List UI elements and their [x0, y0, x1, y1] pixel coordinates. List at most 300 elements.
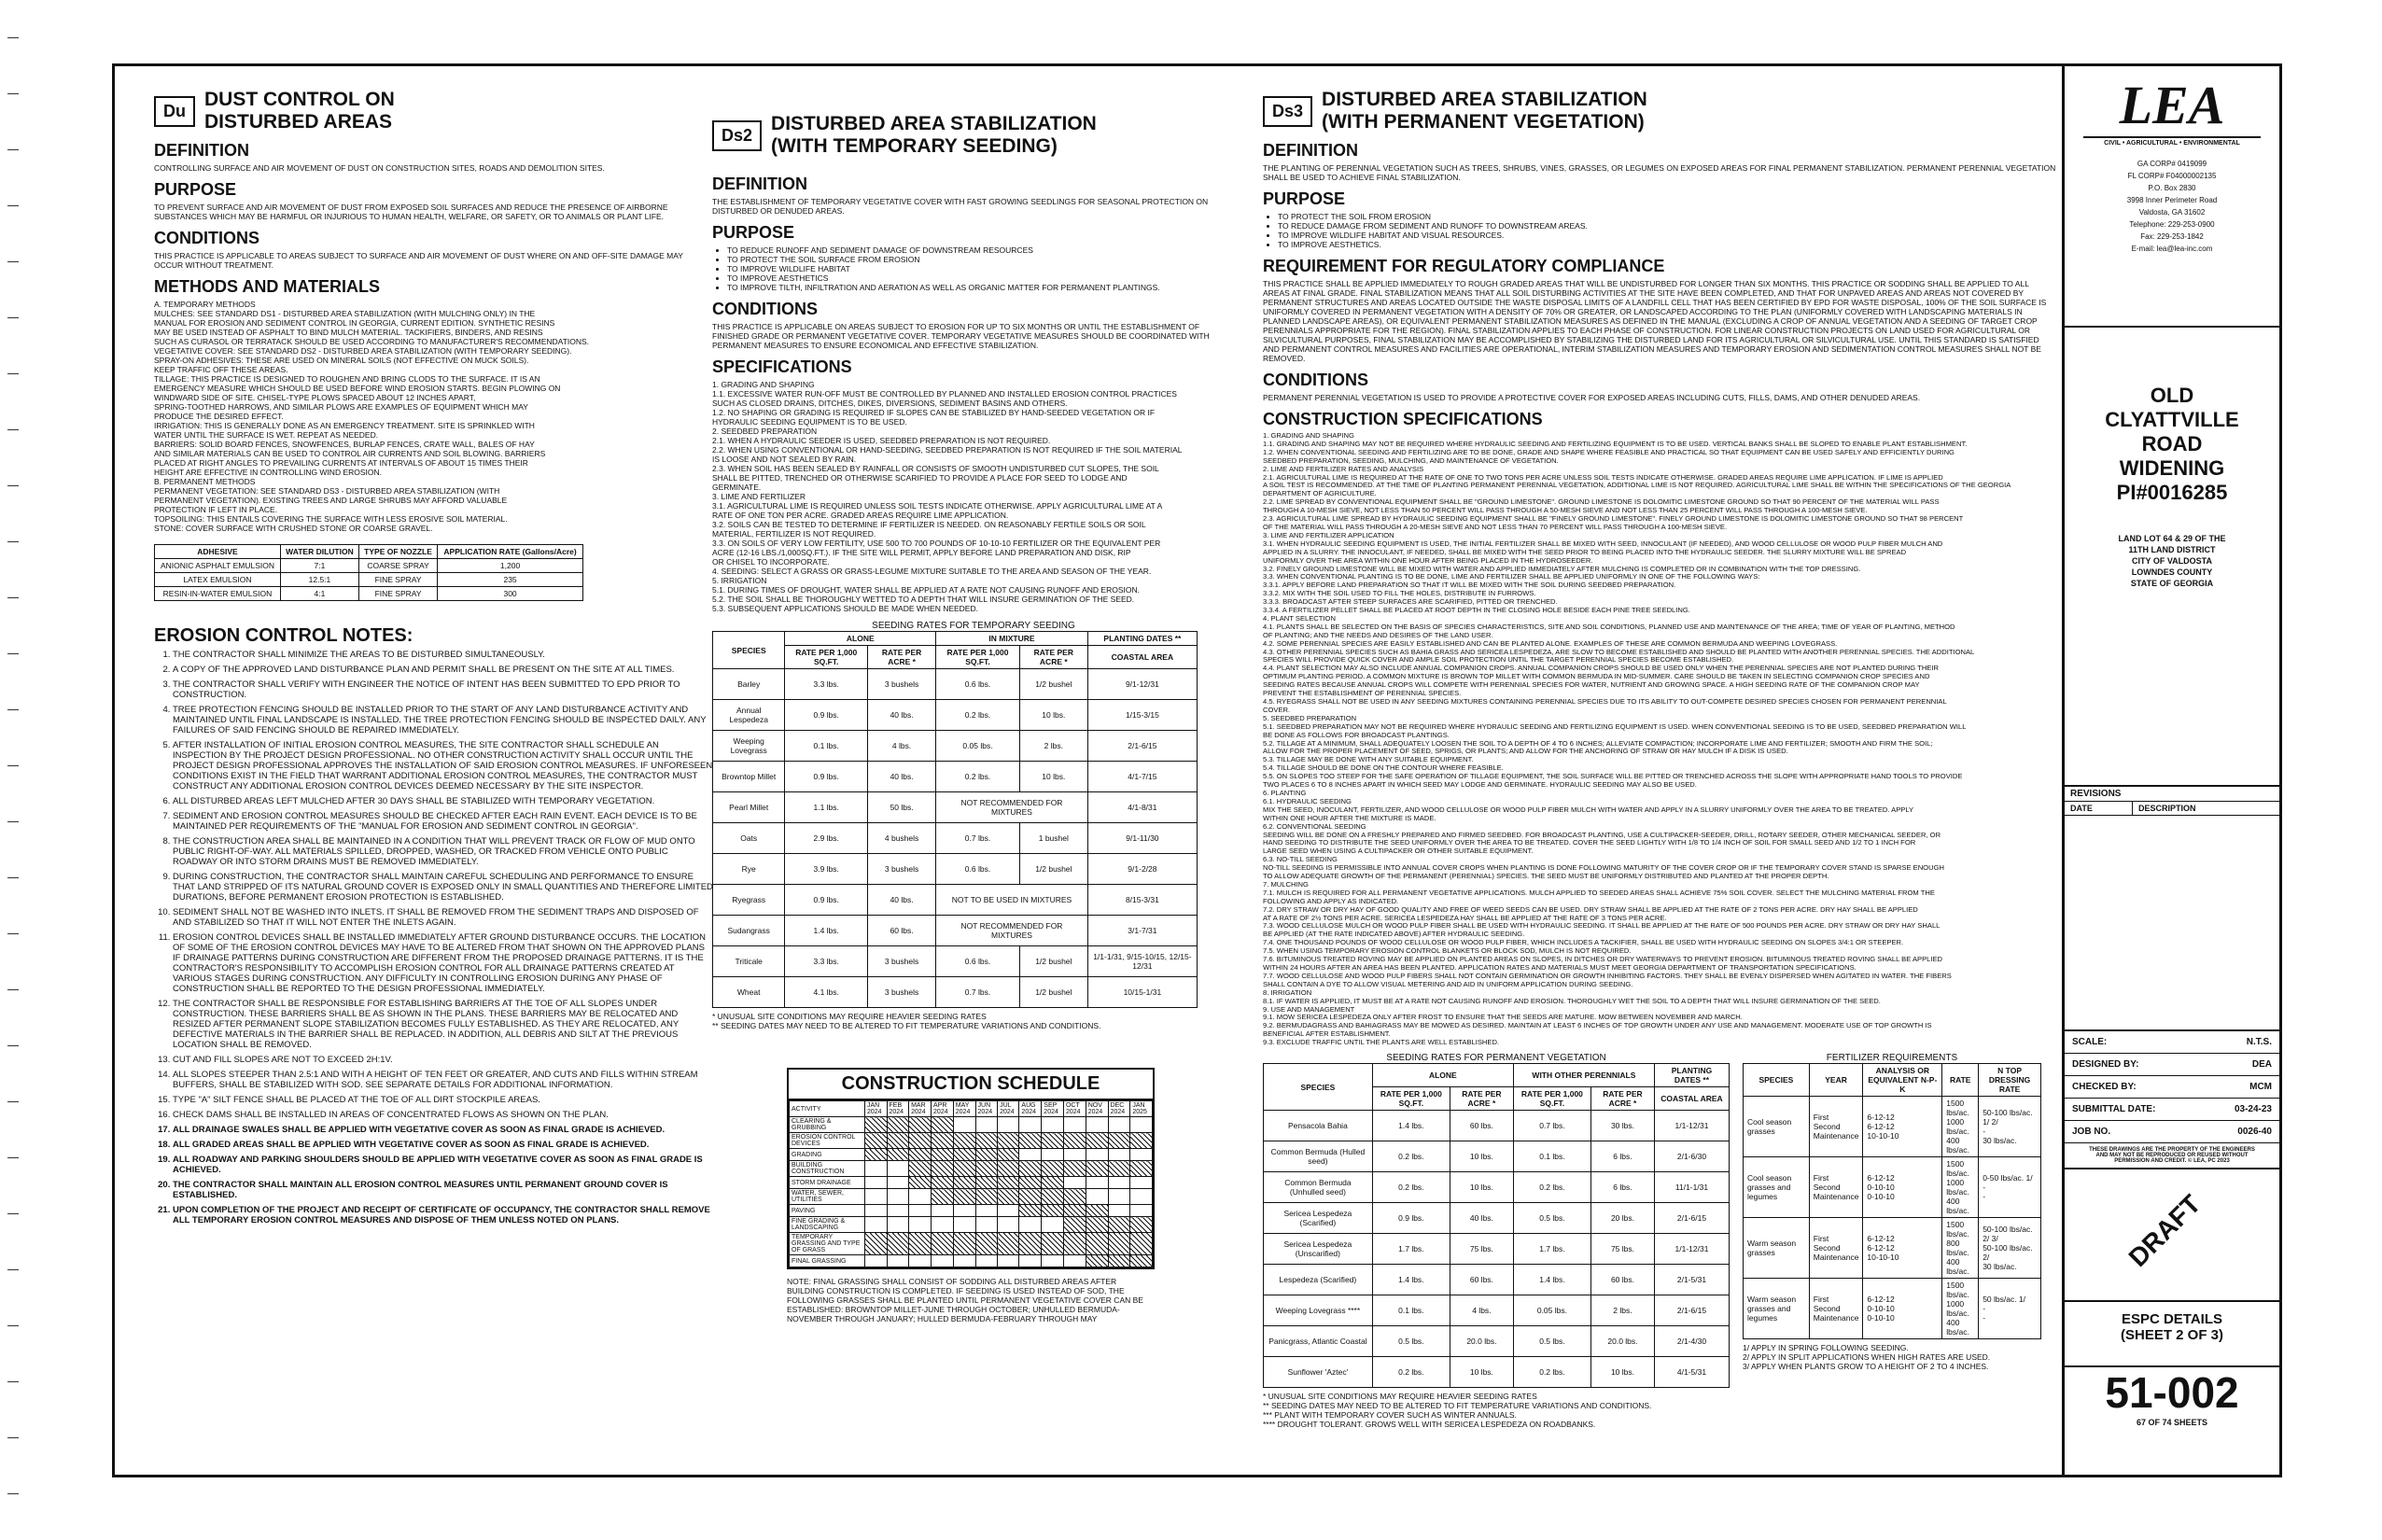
erosion-note: 7. SEDIMENT AND EROSION CONTROL MEASURES SHOULD BE CHECKED AFTER EACH RAIN EVENT. EACH DEVICE IS TO BE MAINTAINED PER REQUIREMENTS OF THE "MANUAL FOR EROSION AND SEDIMENT CONTROL IN GEORGIA".	[173, 811, 714, 832]
erosion-note: 15. TYPE "A" SILT FENCE SHALL BE PLACED AT THE TOE OF ALL DIRT STOCKPILE AREAS.	[173, 1095, 714, 1105]
table-cell: 9/1-2/28	[1087, 854, 1197, 885]
text-line: 8.1. IF WATER IS APPLIED, IT MUST BE AT A RATE NOT CAUSING RUNOFF AND EROSION. THOROUGHLY WET THE SOIL TO A DEPTH THAT WILL INSURE GERMINATION OF THE SEED.	[1263, 997, 1881, 1005]
schedule-cell	[864, 1177, 887, 1189]
table-cell: 1/2 bushel	[1019, 946, 1087, 977]
table-cell: 75 lbs.	[1450, 1234, 1513, 1265]
table-row	[713, 885, 1198, 916]
table-cell: Triticale	[713, 946, 785, 977]
table-cell: Common Bermuda (Unhulled seed)	[1264, 1172, 1373, 1203]
text-line: ACRE (12-16 LBS./1,000SQ.FT.). IF THE SITE WILL PERMIT, APPLY BEFORE LAND PREPARATION AND DISK, RIP	[712, 548, 1131, 557]
schedule-cell	[1042, 1255, 1064, 1267]
schedule-month: MAY 2024	[953, 1101, 975, 1117]
text-line: SHALL CONTAIN A DYE TO ALLOW VISUAL METERING AND AID IN UNIFORM APPLICATION DURING SEEDING.	[1263, 980, 1633, 988]
table-cell: 0.9 lbs.	[785, 885, 868, 916]
column-dust-control	[154, 85, 714, 1456]
ds2-specifications	[712, 380, 1235, 613]
field-value: DEA	[2251, 1059, 2272, 1070]
table-cell: Ryegrass	[713, 885, 785, 916]
location-line: CITY OF VALDOSTA	[2131, 556, 2212, 566]
firm-info-line: E-mail: lea@lea-inc.com	[2131, 245, 2213, 253]
schedule-cell	[864, 1189, 887, 1205]
schedule-month: JAN 2024	[864, 1101, 887, 1117]
schedule-cell	[932, 1205, 954, 1217]
text-line: 7.1. MULCH IS REQUIRED FOR ALL PERMANENT VEGETATIVE APPLICATIONS. MULCH APPLIED TO SEEDED AREAS SHALL ACHIEVE 75% SOIL COVER. SELECT THE MULCHING MATERIAL FROM THE	[1263, 889, 1935, 897]
text-line: 5. SEEDBED PREPARATION	[1263, 714, 1357, 722]
margin-tick	[7, 149, 19, 150]
table-cell: Wheat	[713, 977, 785, 1008]
table-cell: First Second Maintenance	[1809, 1157, 1863, 1218]
table-header-cell: SPECIES	[1744, 1064, 1810, 1097]
firm-info-line: FL CORP# F04000002135	[2127, 172, 2217, 180]
table-cell: 60 lbs.	[1590, 1265, 1654, 1295]
schedule-cell	[998, 1161, 1019, 1177]
text-line: HEIGHT ARE EFFECTIVE IN CONTROLLING WIND EROSION.	[154, 468, 383, 477]
table-cell: 20.0 lbs.	[1590, 1326, 1654, 1357]
margin-tick	[7, 1157, 19, 1158]
schedule-month: DEC 2024	[1108, 1101, 1130, 1117]
table-row	[1264, 1141, 1730, 1172]
schedule-cell	[887, 1161, 909, 1177]
table-cell: 3.3 lbs.	[785, 946, 868, 977]
text-line: 5.3. SUBSEQUENT APPLICATIONS SHOULD BE MADE WHEN NEEDED.	[712, 604, 978, 613]
text-line: 3.3.1. APPLY BEFORE LAND PREPARATION SO THAT IT WILL BE MIXED WITH THE SOIL DURING SEEDBED PREPARATION.	[1263, 581, 1676, 590]
table-cell: 4 lbs.	[1450, 1295, 1513, 1326]
schedule-cell	[1108, 1189, 1130, 1205]
erosion-note: 4. TREE PROTECTION FENCING SHOULD BE INSTALLED PRIOR TO THE START OF ANY LAND DISTURBANCE ACTIVITY AND MAINTAINED UNTIL FINAL LANDSCAPE IS INSTALLED. THE TREE PROTECTION FENCING SHOULD BE INSPECTED DAILY. ANY FAILURES OF SAID FENCING SHOULD BE REPAIRED IMMEDIATELY.	[173, 705, 714, 735]
ds2-purpose-list	[712, 245, 1235, 292]
location-line: 11TH LAND DISTRICT	[2128, 545, 2216, 554]
schedule-cell	[932, 1133, 954, 1149]
footnote: 2/ APPLY IN SPLIT APPLICATIONS WHEN HIGH RATES ARE USED.	[1743, 1352, 1991, 1363]
text-line: IS LOOSE AND NOT SEALED BY RAIN.	[712, 455, 857, 464]
text-line: SPECIES WILL PROVIDE QUICK COVER AND AMPLE SOIL PROTECTION UNTIL THE TARGET PERENNIAL SPECIES BECOME ESTABLISHED.	[1263, 656, 1734, 665]
text-line: 3.1. AGRICULTURAL LIME IS REQUIRED UNLESS SOIL TESTS INDICATE OTHERWISE. APPLY AGRICULTURAL LIME AT A	[712, 501, 1163, 511]
schedule-month: OCT 2024	[1063, 1101, 1086, 1117]
table-cell: Warm season grasses and legumes	[1744, 1279, 1810, 1339]
margin-tick	[7, 1045, 19, 1046]
margin-tick	[7, 485, 19, 486]
list-item: • TO REDUCE RUNOFF AND SEDIMENT DAMAGE OF DOWNSTREAM RESOURCES	[727, 245, 1235, 255]
margin-tick	[7, 933, 19, 934]
table-cell: Cool season grasses and legumes	[1744, 1157, 1810, 1218]
schedule-cell	[1042, 1133, 1064, 1149]
project-name-line: CLYATTVILLE	[2105, 408, 2239, 431]
schedule-cell	[998, 1233, 1019, 1255]
schedule-cell	[1042, 1205, 1064, 1217]
table-cell: 0.9 lbs.	[1372, 1203, 1450, 1234]
temp-seeding-table	[712, 631, 1198, 1008]
schedule-cell	[998, 1189, 1019, 1205]
table-cell: Sericea Lespedeza (Scarified)	[1264, 1203, 1373, 1234]
text-line: 3. LIME AND FERTILIZER APPLICATION	[1263, 531, 1394, 539]
text-line: UNIFORMLY OVER THE AREA WITHIN ONE HOUR AFTER BEING PLACED IN THE HYDROSEEDER.	[1263, 556, 1593, 565]
margin-tick	[7, 373, 19, 374]
table-cell: 0.9 lbs.	[785, 700, 868, 731]
table-cell: 0.2 lbs.	[1513, 1172, 1590, 1203]
text-line: IRRIGATION: THIS IS GENERALLY DONE AS AN EMERGENCY TREATMENT. SITE IS SPRINKLED WITH	[154, 421, 535, 430]
table-cell: Pearl Millet	[713, 792, 785, 823]
text-line: 1.2. NO SHAPING OR GRADING IS REQUIRED IF SLOPES CAN BE STABILIZED BY HAND-SEEDED VEGETATION OR IF	[712, 408, 1156, 417]
table-row	[713, 823, 1198, 854]
firm-info-line: GA CORP# 0419099	[2137, 160, 2207, 168]
table-cell: 4.1 lbs.	[785, 977, 868, 1008]
schedule-cell	[932, 1255, 954, 1267]
schedule-cell	[1042, 1233, 1064, 1255]
field-label: CHECKED BY:	[2072, 1082, 2137, 1092]
schedule-cell	[909, 1189, 932, 1205]
schedule-month: SEP 2024	[1042, 1101, 1064, 1117]
table-header-cell: RATE PER 1,000 SQ.FT.	[1372, 1087, 1450, 1111]
text-line: 5.5. ON SLOPES TOO STEEP FOR THE SAFE OPERATION OF TILLAGE EQUIPMENT, THE SOIL SURFACE WILL BE PITTED OR TRENCHED ACROSS THE SLOPE WITH APPROPRIATE HAND TOOLS TO PROVIDE	[1263, 773, 1963, 781]
schedule-cell	[932, 1177, 954, 1189]
schedule-cell	[887, 1189, 909, 1205]
text-line: EMERGENCY MEASURE WHICH SHOULD BE USED BEFORE WIND EROSION STARTS. BEGIN PLOWING ON	[154, 384, 561, 393]
schedule-cell	[975, 1117, 998, 1133]
list-item: • TO IMPROVE WILDLIFE HABITAT	[727, 264, 1235, 273]
schedule-cell	[1130, 1205, 1153, 1217]
schedule-cell	[953, 1217, 975, 1233]
table-header-cell: WATER DILUTION	[280, 545, 358, 559]
table-cell: 2/1-6/15	[1654, 1295, 1729, 1326]
table-header-cell: ADHESIVE	[155, 545, 281, 559]
text-line: 5.2. THE SOIL SHALL BE THOROUGHLY WETTED TO A DEPTH THAT WILL INSURE GERMINATION OF THE SEED.	[712, 595, 1135, 604]
margin-tick	[7, 821, 19, 822]
table-header-cell: WITH OTHER PERENNIALS	[1513, 1064, 1654, 1087]
schedule-cell	[1063, 1217, 1086, 1233]
schedule-cell	[1063, 1233, 1086, 1255]
text-line: 7.5. WHEN USING TEMPORARY EROSION CONTROL BLANKETS OR BLOCK SOD, MULCH IS NOT REQUIRED.	[1263, 947, 1632, 956]
erosion-note: 13. CUT AND FILL SLOPES ARE NOT TO EXCEED 2H:1V.	[173, 1055, 714, 1065]
schedule-cell	[975, 1255, 998, 1267]
schedule-cell	[1042, 1177, 1064, 1189]
table-header-row	[1744, 1064, 2041, 1097]
table-cell: 60 lbs.	[1450, 1111, 1513, 1141]
column-permanent-vegetation	[1263, 85, 2056, 1456]
schedule-activity: STORM DRAINAGE	[790, 1177, 865, 1189]
table-row	[1744, 1097, 2041, 1157]
text-line: 3.3.4. A FERTILIZER PELLET SHALL BE PLACED AT ROOT DEPTH IN THE CLOSING HOLE BESIDE EACH PINE TREE SEEDLING.	[1263, 607, 1690, 615]
schedule-header-row	[790, 1101, 1153, 1117]
table-cell: NOT RECOMMENDED FOR MIXTURES	[936, 916, 1088, 946]
du-methods-text	[154, 300, 714, 533]
table-cell: 1.4 lbs.	[1372, 1111, 1450, 1141]
schedule-cell	[909, 1117, 932, 1133]
schedule-cell	[953, 1149, 975, 1161]
footnote: ** SEEDING DATES MAY NEED TO BE ALTERED TO FIT TEMPERATURE VARIATIONS AND CONDITIONS.	[1263, 1401, 1652, 1411]
ds2-specifications-heading: SPECIFICATIONS	[712, 357, 852, 376]
text-line: SEEDING WILL BE DONE ON A FRESHLY PREPARED AND FIRMED SEEDBED. FOR BROADCAST PLANTING, USE A CULTIPACKER-SEEDER, DRILL, ROTARY SEEDER, OTHER MECHANICAL SEEDER, OR	[1263, 831, 1941, 839]
table-cell: 0.2 lbs.	[1372, 1141, 1450, 1172]
table-header-cell: ALONE	[785, 632, 936, 646]
table-cell: 11/1-1/31	[1654, 1172, 1729, 1203]
table-cell: 6-12-12 6-12-12 10-10-10	[1863, 1097, 1942, 1157]
text-line: A. TEMPORARY METHODS	[154, 300, 256, 309]
du-header	[154, 89, 714, 133]
table-cell: 4/1-5/31	[1654, 1357, 1729, 1388]
table-cell: 75 lbs.	[1590, 1234, 1654, 1265]
table-header-cell: RATE	[1942, 1064, 1979, 1097]
table-cell: First Second Maintenance	[1809, 1279, 1863, 1339]
location-line: LAND LOT 64 & 29 OF THE	[2118, 534, 2226, 543]
du-definition-heading: DEFINITION	[154, 141, 249, 160]
table-cell: First Second Maintenance	[1809, 1097, 1863, 1157]
schedule-cell	[975, 1177, 998, 1189]
ds2-title-2: (WITH TEMPORARY SEEDING)	[771, 135, 1058, 157]
table-cell: 0.6 lbs.	[936, 669, 1020, 700]
table-cell: Sudangrass	[713, 916, 785, 946]
margin-tick	[7, 597, 19, 598]
table-cell: 1.4 lbs.	[1513, 1265, 1590, 1295]
erosion-note: 9. DURING CONSTRUCTION, THE CONTRACTOR SHALL MAINTAIN CAREFUL SCHEDULING AND PERFORMANCE TO ENSURE THAT LAND STRIPPED OF ITS NATURAL GROUND COVER IS EXPOSED ONLY IN SMALL QUANTITIES AND THEREFORE LIMITED DURATIONS, BEFORE PERMANENT EROSION PROTECTION IS ESTABLISHED.	[173, 872, 714, 903]
project-name-line: WIDENING	[2119, 456, 2225, 480]
table-cell: 235	[438, 573, 583, 587]
text-line: 5.1. SEEDBED PREPARATION MAY NOT BE REQUIRED WHERE HYDRAULIC SEEDING AND FERTILIZING EQUIPMENT IS USED. WHEN CONVENTIONAL SEEDING IS TO BE USED, SEEDBED PREPARATION WILL	[1263, 722, 1967, 731]
schedule-cell	[932, 1149, 954, 1161]
schedule-cell	[864, 1217, 887, 1233]
schedule-cell	[1063, 1205, 1086, 1217]
schedule-cell	[975, 1205, 998, 1217]
project-info	[2065, 384, 2279, 787]
text-line: WINDWARD SIDE OF SITE. CHISEL-TYPE PLOWS SPACED ABOUT 12 INCHES APART,	[154, 393, 476, 402]
du-purpose: TO PREVENT SURFACE AND AIR MOVEMENT OF DUST FROM EXPOSED SOIL SURFACES AND REDUCE THE PRESENCE OF AIRBORNE SUBSTANCES WHICH MAY BE HARMFUL OR INJURIOUS TO HUMAN HEALTH, WELFARE, OR SAFETY, OR TO ANIMALS OR PLANT LIFE.	[154, 203, 668, 221]
du-title-2: DISTURBED AREAS	[204, 111, 393, 133]
schedule-cell	[909, 1133, 932, 1149]
margin-tick	[7, 709, 19, 710]
schedule-cell	[1086, 1149, 1108, 1161]
margin-tick	[7, 541, 19, 542]
text-line: STONE: COVER SURFACE WITH CRUSHED STONE OR COARSE GRAVEL.	[154, 524, 433, 533]
text-line: BE DONE AS FOLLOWS FOR BROADCAST PLANTINGS.	[1263, 731, 1450, 739]
table-cell: COARSE SPRAY	[358, 559, 437, 573]
ds3-definition-heading: DEFINITION	[1263, 141, 1358, 160]
schedule-cell	[1063, 1161, 1086, 1177]
margin-tick	[7, 1381, 19, 1382]
sheet-fields	[2065, 1031, 2279, 1143]
margin-tick	[7, 1101, 19, 1102]
text-line: 5.3. TILLAGE MAY BE DONE WITH ANY SUITABLE EQUIPMENT.	[1263, 756, 1474, 764]
table-row	[713, 669, 1198, 700]
text-line: 1.1. EXCESSIVE WATER RUN-OFF MUST BE CONTROLLED BY PLANNED AND INSTALLED EROSION CONTROL PRACTICES	[712, 389, 1177, 399]
table-cell: 40 lbs.	[868, 885, 936, 916]
perm-seeding-table	[1263, 1063, 1730, 1388]
schedule-cell	[1042, 1117, 1064, 1133]
table-cell: 3/1-7/31	[1087, 916, 1197, 946]
schedule-row	[790, 1255, 1153, 1267]
schedule-cell	[998, 1177, 1019, 1189]
erosion-notes	[154, 650, 714, 1225]
schedule-cell	[1108, 1177, 1130, 1189]
text-line: PRODUCE THE DESIRED EFFECT.	[154, 412, 284, 421]
schedule-cell	[1063, 1117, 1086, 1133]
text-line: MULCHES: SEE STANDARD DS1 - DISTURBED AREA STABILIZATION (WITH MULCHING ONLY) IN THE	[154, 309, 536, 318]
erosion-note: 17. ALL DRAINAGE SWALES SHALL BE APPLIED WITH VEGETATIVE COVER AS SOON AS FINAL GRADE IS ACHIEVED.	[173, 1125, 714, 1135]
table-cell: Cool season grasses	[1744, 1097, 1810, 1157]
text-line: GERMINATE.	[712, 483, 762, 492]
table-cell: 0-50 lbs/ac. 1/ - -	[1979, 1157, 2041, 1218]
margin-tick	[7, 205, 19, 206]
text-line: 1. GRADING AND SHAPING	[712, 380, 815, 389]
firm-info-line: Valdosta, GA 31602	[2138, 208, 2206, 217]
schedule-activity: TEMPORARY GRASSING AND TYPE OF GRASS	[790, 1233, 865, 1255]
table-cell: 3 bushels	[868, 669, 936, 700]
schedule-cell	[887, 1233, 909, 1255]
schedule-cell	[953, 1189, 975, 1205]
table-cell: 1.4 lbs.	[785, 916, 868, 946]
schedule-month: JUN 2024	[975, 1101, 998, 1117]
ds3-tag: Ds3	[1263, 96, 1312, 127]
text-line: TWO PLACES 6 TO 8 INCHES APART IN WHICH SEED MAY LODGE AND GERMINATE. HYDRAULIC SEEDING MAY ALSO BE USED.	[1263, 781, 1697, 790]
margin-tick	[7, 877, 19, 878]
schedule-cell	[1086, 1117, 1108, 1133]
schedule-cell	[998, 1117, 1019, 1133]
sheet-field	[2065, 1099, 2279, 1121]
text-line: TILLAGE: THIS PRACTICE IS DESIGNED TO ROUGHEN AND BRING CLODS TO THE SURFACE. IT IS AN	[154, 374, 540, 384]
schedule-cell	[1086, 1189, 1108, 1205]
schedule-cell	[932, 1233, 954, 1255]
table-header-cell: RATE PER ACRE *	[1019, 646, 1087, 669]
ds3-requirement-heading: REQUIREMENT FOR REGULATORY COMPLIANCE	[1263, 257, 1665, 275]
schedule-activity: EROSION CONTROL DEVICES	[790, 1133, 865, 1149]
text-line: PERMANENT VEGETATION: SEE STANDARD DS3 - DISTURBED AREA STABILIZATION (WITH	[154, 486, 500, 496]
text-line: 6.2. CONVENTIONAL SEEDING	[1263, 822, 1366, 831]
text-line: 2. LIME AND FERTILIZER RATES AND ANALYSIS	[1263, 465, 1424, 473]
text-line: KEEP TRAFFIC OFF THESE AREAS.	[154, 365, 288, 374]
table-header-cell: SPECIES	[1264, 1064, 1373, 1111]
erosion-note: 2. A COPY OF THE APPROVED LAND DISTURBANCE PLAN AND PERMIT SHALL BE PRESENT ON THE SITE AT ALL TIMES.	[173, 665, 714, 675]
sheet-number: 51-002	[2105, 1368, 2239, 1417]
schedule-activity: FINAL GRASSING	[790, 1255, 865, 1267]
table-cell: 0.1 lbs.	[1372, 1295, 1450, 1326]
table-cell: 1 bushel	[1019, 823, 1087, 854]
margin-tick	[7, 989, 19, 990]
list-item: • TO IMPROVE AESTHETICS	[727, 273, 1235, 283]
text-line: OF THE MATERIAL WILL PASS THROUGH A 20-MESH SIEVE AND NOT LESS THAN 70 PERCENT WILL PASS THROUGH A 100-MESH SIEVE.	[1263, 523, 1728, 531]
revisions-heading: REVISIONS	[2065, 787, 2279, 802]
schedule-cell	[1063, 1133, 1086, 1149]
schedule-cell	[864, 1255, 887, 1267]
project-name-line: PI#0016285	[2116, 481, 2228, 504]
schedule-cell	[1019, 1233, 1042, 1255]
table-header-cell: SPECIES	[713, 632, 785, 669]
schedule-cell	[864, 1149, 887, 1161]
text-line: BARRIERS: SOLID BOARD FENCES, SNOWFENCES, BURLAP FENCES, CRATE WALL, BALES OF HAY	[154, 440, 535, 449]
schedule-cell	[1042, 1161, 1064, 1177]
text-line: PLACED AT RIGHT ANGLES TO PREVAILING CURRENTS AT INTERVALS OF ABOUT 15 TIMES THEIR	[154, 458, 528, 468]
list-item: • TO PROTECT THE SOIL FROM EROSION	[1278, 212, 2056, 221]
table-cell: 3.9 lbs.	[785, 854, 868, 885]
table-cell: 1500 lbs/ac. 1000 lbs/ac. 400 lbs/ac.	[1942, 1097, 1979, 1157]
schedule-cell	[1063, 1149, 1086, 1161]
table-cell: 20.0 lbs.	[1450, 1326, 1513, 1357]
table-row	[155, 587, 583, 601]
table-cell: 10 lbs.	[1590, 1357, 1654, 1388]
revisions-block	[2065, 787, 2279, 1031]
ds3-title-2: (WITH PERMANENT VEGETATION)	[1322, 111, 1645, 133]
table-cell: 0.6 lbs.	[936, 946, 1020, 977]
table-row	[1264, 1172, 1730, 1203]
column-temporary-seeding	[712, 85, 1235, 1456]
text-line: MANUAL FOR EROSION AND SEDIMENT CONTROL IN GEORGIA, CURRENT EDITION. SYNTHETIC RESINS	[154, 318, 555, 328]
du-definition: CONTROLLING SURFACE AND AIR MOVEMENT OF DUST ON CONSTRUCTION SITES, ROADS AND DEMOLITION SITES.	[154, 163, 605, 173]
field-value: 03-24-23	[2234, 1104, 2272, 1114]
table-cell: 0.1 lbs.	[1513, 1141, 1590, 1172]
firm-info-line: 3998 Inner Perimeter Road	[2126, 196, 2218, 204]
schedule-month: JAN 2025	[1130, 1101, 1153, 1117]
schedule-cell	[953, 1255, 975, 1267]
sheet-count: 67 OF 74 SHEETS	[2136, 1418, 2208, 1427]
erosion-note: 6. ALL DISTURBED AREAS LEFT MULCHED AFTER 30 DAYS SHALL BE STABILIZED WITH TEMPORARY VEGETATION.	[173, 796, 714, 806]
text-line: SUCH AS CURASOL OR TERRATACK SHOULD BE USED ACCORDING TO MANUFACTURER'S RECOMMENDATIONS.	[154, 337, 590, 346]
location-line: LOWNDES COUNTY	[2131, 567, 2213, 577]
footnote: *** PLANT WITH TEMPORARY COVER SUCH AS WINTER ANNUALS.	[1263, 1410, 1517, 1421]
table-cell: 1/1-12/31	[1654, 1234, 1729, 1265]
schedule-cell	[1042, 1217, 1064, 1233]
text-line: 9.1. MOW SERICEA LESPEDEZA ONLY AFTER FROST TO ENSURE THAT THE SEEDS ARE MATURE. MOW BETWEEN NOVEMBER AND MARCH.	[1263, 1014, 1743, 1022]
table-header-cell: COASTAL AREA	[1654, 1087, 1729, 1111]
list-item: • TO REDUCE DAMAGE FROM SEDIMENT AND RUNOFF TO DOWNSTREAM AREAS.	[1278, 221, 2056, 231]
table-cell: 0.5 lbs.	[1513, 1203, 1590, 1234]
text-line: MIX THE SEED, INOCULANT, FERTILIZER, AND WOOD CELLULOSE OR WOOD PULP FIBER MULCH WITH WATER AND APPLY IN A SLURRY UNIFORMLY OVER THE AREA TO BE TREATED. APPLY	[1263, 805, 1914, 814]
text-line: 8. IRRIGATION	[1263, 988, 1312, 997]
schedule-cell	[1108, 1133, 1130, 1149]
text-line: ALLOW FOR THE PROPER PLACEMENT OF SEED, SPRIGS, OR PLANTS; AND ALLOW FOR THE ANCHORING OF STRAW OR HAY MULCH IF A DISK IS USED.	[1263, 748, 1788, 756]
schedule-cell	[953, 1233, 975, 1255]
table-cell: RESIN-IN-WATER EMULSION	[155, 587, 281, 601]
text-line: 7.4. ONE THOUSAND POUNDS OF WOOD CELLULOSE OR WOOD PULP FIBER, WHICH INCLUDES A TACKIFIER, SHALL BE USED WITH HYDRAULIC SEEDING ON SLOPES 3/4:1 OR STEEPER.	[1263, 939, 1904, 947]
footnote: 1/ APPLY IN SPRING FOLLOWING SEEDING.	[1743, 1343, 1909, 1353]
schedule-cell	[909, 1161, 932, 1177]
sheet-title-line-1: ESPC DETAILS	[2121, 1311, 2223, 1327]
table-cell: 3 bushels	[868, 977, 936, 1008]
text-line: 3.2. FINELY GROUND LIMESTONE WILL BE MIXED WITH WATER AND APPLIED IMMEDIATELY AFTER MULCHING IS COMPLETED OR IN COMBINATION WITH THE TOP DRESSING.	[1263, 565, 1861, 573]
margin-tick	[7, 653, 19, 654]
table-cell: 3 bushels	[868, 854, 936, 885]
table-cell: 4 bushels	[868, 823, 936, 854]
schedule-cell	[909, 1177, 932, 1189]
project-name-line: ROAD	[2141, 432, 2203, 455]
schedule-cell	[1108, 1161, 1130, 1177]
erosion-note: 11. EROSION CONTROL DEVICES SHALL BE INSTALLED IMMEDIATELY AFTER GROUND DISTURBANCE OCCURS. THE LOCATION OF SOME OF THE EROSION CONTROL DEVICES MAY HAVE TO BE ALTERED FROM THAT SHOWN ON THE APPROVED PLANS IF DRAINAGE PATTERNS DURING CONSTRUCTION ARE DIFFERENT FROM THE PROPOSED DRAINAGE PATTERNS. IT IS THE CONTRACTOR'S RESPONSIBILITY TO ACCOMPLISH EROSION CONTROL FOR ALL DRAINAGE PATTERNS CREATED AT VARIOUS STAGES DURING CONSTRUCTION. ANY DIFFICULTY IN CONTROLLING EROSION DURING ANY PHASE OF CONSTRUCTION SHALL BE REPORTED TO THE DESIGN PROFESSIONAL IMMEDIATELY.	[173, 932, 714, 994]
schedule-row	[790, 1217, 1153, 1233]
table-cell: 2/1-6/15	[1087, 731, 1197, 762]
table-row	[713, 916, 1198, 946]
text-line: 5.1. DURING TIMES OF DROUGHT, WATER SHALL BE APPLIED AT A RATE NOT CAUSING RUNOFF AND EROSION.	[712, 585, 1140, 595]
table-header-cell: RATE PER ACRE *	[1450, 1087, 1513, 1111]
text-line: 2.2. WHEN USING CONVENTIONAL OR HAND-SEEDING, SEEDBED PREPARATION IS NOT REQUIRED IF THE SOIL MATERIAL	[712, 445, 1183, 455]
table-cell: 2/1-6/15	[1654, 1203, 1729, 1234]
table-cell: 30 lbs.	[1590, 1111, 1654, 1141]
schedule-month: NOV 2024	[1086, 1101, 1108, 1117]
table-header-cell: RATE PER ACRE *	[1590, 1087, 1654, 1111]
fertilizer-table-title: FERTILIZER REQUIREMENTS	[1826, 1053, 1958, 1064]
schedule-cell	[864, 1161, 887, 1177]
table-cell: 1/2 bushel	[1019, 977, 1087, 1008]
schedule-cell	[975, 1161, 998, 1177]
rev-date-heading: DATE	[2065, 802, 2133, 815]
table-row	[1264, 1357, 1730, 1388]
text-line: COVER.	[1263, 706, 1291, 714]
schedule-cell	[1108, 1233, 1130, 1255]
table-header-cell: ANALYSIS OR EQUIVALENT N-P-K	[1863, 1064, 1942, 1097]
table-row	[713, 762, 1198, 792]
table-cell: 10 lbs.	[1450, 1141, 1513, 1172]
schedule-cell	[953, 1177, 975, 1189]
erosion-note: 20. THE CONTRACTOR SHALL MAINTAIN ALL EROSION CONTROL MEASURES UNTIL PERMANENT GROUND COVER IS ESTABLISHED.	[173, 1180, 714, 1200]
schedule-cell	[1130, 1149, 1153, 1161]
du-title-1: DUST CONTROL ON	[204, 89, 395, 110]
table-row	[1264, 1203, 1730, 1234]
table-cell: 0.9 lbs.	[785, 762, 868, 792]
